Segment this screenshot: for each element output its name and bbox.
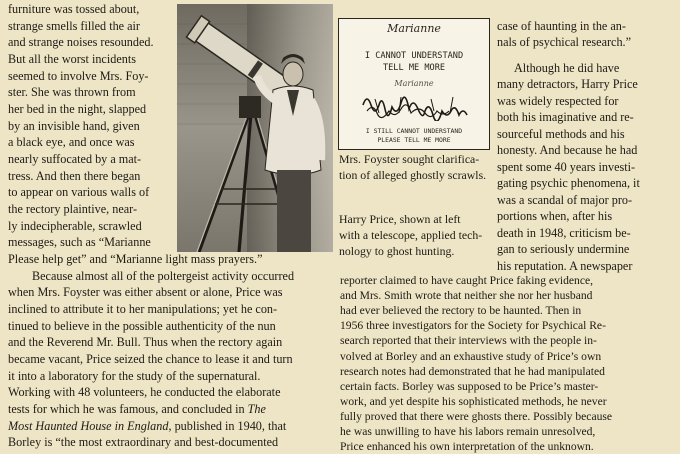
text-line: and Mrs. Smith wrote that neither she nor her husband <box>340 289 593 303</box>
telescope-photo-illustration <box>177 4 333 252</box>
text-line: tests for which he was famous, and concluded in The <box>8 402 266 416</box>
note-caption: Mrs. Foyster sought clarifica- <box>339 152 480 166</box>
text-line: research notes had demonstrated that he had manipulated <box>340 364 605 378</box>
text-line: Although he did have <box>514 61 620 75</box>
book-title: The <box>247 402 266 416</box>
scrawl-question: TELL ME MORE <box>382 63 446 73</box>
text-line: honesty. And because he had <box>497 143 638 157</box>
photo-caption: nology to ghost hunting. <box>339 244 455 258</box>
text-line: and the Reverend Mr. Bull. Thus when the rectory again <box>8 335 283 349</box>
text-line: Price enhanced his own interpretation of the unknown. <box>340 440 594 453</box>
text-line: was a scandal of major pro- <box>497 193 633 207</box>
scrawl-name: Marianne <box>387 22 441 35</box>
text-line: by an invisible hand, given <box>8 119 140 133</box>
text-line: nearly suffocated by a mat- <box>8 152 142 166</box>
note-caption: tion of alleged ghostly scrawls. <box>339 168 487 182</box>
text-line: Borley is “the most extraordinary and best-documented <box>8 435 279 449</box>
text-line: 1956 three investigators for the Society for Psychical Re- <box>340 319 606 333</box>
scrawl-question: PLEASE TELL ME MORE <box>377 136 451 144</box>
text-line: case of haunting in the an- <box>497 19 626 33</box>
text-line: inclined to attribute it to her manipulations; yet he con- <box>8 302 278 316</box>
text-line: a black eye, and once was <box>8 135 135 149</box>
text-line: and strange noises resounded. <box>8 35 154 49</box>
text-line: certain facts. Borley was supposed to be Price’s master- <box>340 379 599 393</box>
photo-caption: Harry Price, shown at left <box>339 212 461 226</box>
text-line: death in 1948, criticism be- <box>497 226 631 240</box>
text-line: volved at Borley and an exhaustive study of Price’s own <box>340 349 602 363</box>
text-line: But all the worst incidents <box>8 52 136 66</box>
text-line: to appear on various walls of <box>8 185 150 199</box>
text-line: fully proved that there were ghosts there. Possibly because <box>340 409 613 423</box>
text-line: became vacant, Price seized the chance to lease it and turn <box>8 352 293 366</box>
text-line: ly indecipherable, scrawled <box>8 219 142 233</box>
text-line: Because almost all of the poltergeist activity occurred <box>32 269 295 283</box>
text-line: had ever believed the rectory to be haunted. Then in <box>340 304 582 318</box>
text-line: tress. And then there began <box>8 169 141 183</box>
text-line: work, and yet despite his sophisticated methods, he never <box>340 394 607 408</box>
text-line: he was unwilling to have his labors remain unresolved, <box>340 424 596 438</box>
photo-caption: with a telescope, applied tech- <box>339 228 483 242</box>
text-line: portions when, after his <box>497 209 613 223</box>
scrawl-question: I CANNOT UNDERSTAND <box>364 51 464 61</box>
book-title: Most Haunted House in England, <box>8 419 172 433</box>
text-line: strange smells filled the air <box>8 19 140 33</box>
text-line: her bed in the night, slapped <box>8 102 147 116</box>
scribble-drawing <box>361 91 471 121</box>
text-line: sourceful methods and his <box>497 127 625 141</box>
text-line: furniture was tossed about, <box>8 2 140 16</box>
text-line: Please help get” and “Marianne light mass prayers.” <box>8 252 263 266</box>
marianne-scrawl-image <box>338 18 490 150</box>
harry-price-telescope-photo <box>177 4 333 252</box>
text-line: reporter claimed to have caught Price faking evidence, <box>340 274 594 287</box>
text-line: both his imaginative and re- <box>497 110 634 124</box>
text-line: many detractors, Harry Price <box>497 77 638 91</box>
text-line: his reputation. A newspaper <box>497 259 633 273</box>
text-line: messages, such as “Marianne <box>8 235 151 249</box>
text-line: seemed to involve Mrs. Foy- <box>8 69 149 83</box>
text-line: spent some 40 years investi- <box>497 160 636 174</box>
text-line: Most Haunted House in England, published in 1940, that <box>8 419 287 433</box>
text-line: the rectory plaintive, near- <box>8 202 138 216</box>
text-line: nals of psychical research.” <box>497 35 631 49</box>
text-line: gating psychic phenomena, it <box>497 176 640 190</box>
text-line: gan to seriously undermine <box>497 242 630 256</box>
text-line: ster. She was thrown from <box>8 85 136 99</box>
text-line: Working with 48 volunteers, he conducted the elaborate <box>8 385 281 399</box>
text-line: tinued to believe in the possible authenticity of the nun <box>8 319 276 333</box>
text-line: search reported that their interviews with the people in- <box>340 334 597 348</box>
scrawl-name: Marianne <box>394 79 434 88</box>
scrawl-question: I STILL CANNOT UNDERSTAND <box>365 127 463 135</box>
text-line: was widely respected for <box>497 94 619 108</box>
text-line: it into a laboratory for the study of the supernatural. <box>8 369 261 383</box>
text-line: when Mrs. Foyster was either absent or alone, Price was <box>8 285 283 299</box>
